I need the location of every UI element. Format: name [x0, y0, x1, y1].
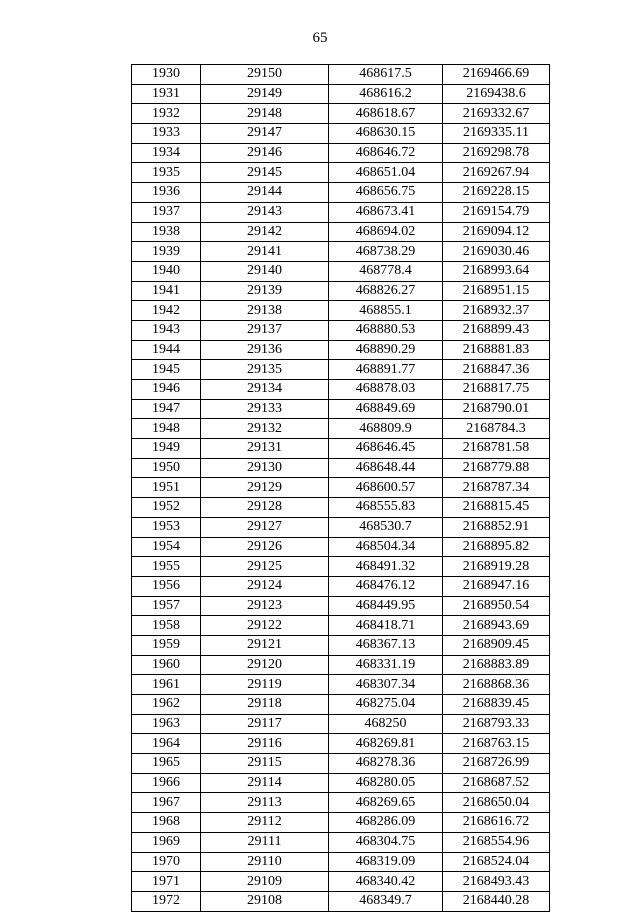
table-row — [132, 143, 550, 163]
x-coordinate-cell: 468278.36 — [329, 754, 443, 774]
x-coordinate-cell: 468673.41 — [329, 202, 443, 222]
code-cell: 29123 — [201, 596, 329, 616]
year-cell: 1936 — [132, 183, 201, 203]
y-coordinate-cell: 2168993.64 — [443, 261, 550, 281]
year-cell: 1954 — [132, 537, 201, 557]
year-cell: 1958 — [132, 616, 201, 636]
table-row — [132, 813, 550, 833]
table-row — [132, 852, 550, 872]
x-coordinate-cell: 468651.04 — [329, 163, 443, 183]
x-coordinate-cell: 468880.53 — [329, 320, 443, 340]
x-coordinate-cell: 468646.45 — [329, 439, 443, 459]
table-row — [132, 340, 550, 360]
code-cell: 29142 — [201, 222, 329, 242]
code-cell: 29113 — [201, 793, 329, 813]
x-coordinate-cell: 468530.7 — [329, 517, 443, 537]
y-coordinate-cell: 2169332.67 — [443, 104, 550, 124]
code-cell: 29109 — [201, 872, 329, 892]
code-cell: 29147 — [201, 124, 329, 144]
x-coordinate-cell: 468890.29 — [329, 340, 443, 360]
table-row — [132, 754, 550, 774]
year-cell: 1965 — [132, 754, 201, 774]
year-cell: 1951 — [132, 478, 201, 498]
x-coordinate-cell: 468367.13 — [329, 635, 443, 655]
x-coordinate-cell: 468304.75 — [329, 832, 443, 852]
table-body — [132, 65, 550, 912]
table-row — [132, 616, 550, 636]
x-coordinate-cell: 468476.12 — [329, 576, 443, 596]
y-coordinate-cell: 2168815.45 — [443, 498, 550, 518]
code-cell: 29128 — [201, 498, 329, 518]
y-coordinate-cell: 2168943.69 — [443, 616, 550, 636]
y-coordinate-cell: 2168839.45 — [443, 695, 550, 715]
x-coordinate-cell: 468340.42 — [329, 872, 443, 892]
y-coordinate-cell: 2168847.36 — [443, 360, 550, 380]
y-coordinate-cell: 2168524.04 — [443, 852, 550, 872]
x-coordinate-cell: 468349.7 — [329, 891, 443, 911]
year-cell: 1966 — [132, 773, 201, 793]
table-row — [132, 537, 550, 557]
y-coordinate-cell: 2169030.46 — [443, 242, 550, 262]
y-coordinate-cell: 2168817.75 — [443, 380, 550, 400]
code-cell: 29144 — [201, 183, 329, 203]
y-coordinate-cell: 2168650.04 — [443, 793, 550, 813]
code-cell: 29150 — [201, 65, 329, 85]
x-coordinate-cell: 468826.27 — [329, 281, 443, 301]
year-cell: 1961 — [132, 675, 201, 695]
y-coordinate-cell: 2168790.01 — [443, 399, 550, 419]
x-coordinate-cell: 468855.1 — [329, 301, 443, 321]
x-coordinate-cell: 468269.81 — [329, 734, 443, 754]
x-coordinate-cell: 468491.32 — [329, 557, 443, 577]
year-cell: 1963 — [132, 714, 201, 734]
x-coordinate-cell: 468418.71 — [329, 616, 443, 636]
y-coordinate-cell: 2168895.82 — [443, 537, 550, 557]
year-cell: 1949 — [132, 439, 201, 459]
code-cell: 29136 — [201, 340, 329, 360]
x-coordinate-cell: 468280.05 — [329, 773, 443, 793]
y-coordinate-cell: 2168763.15 — [443, 734, 550, 754]
table-row — [132, 261, 550, 281]
x-coordinate-cell: 468694.02 — [329, 222, 443, 242]
y-coordinate-cell: 2169094.12 — [443, 222, 550, 242]
y-coordinate-cell: 2169228.15 — [443, 183, 550, 203]
y-coordinate-cell: 2169298.78 — [443, 143, 550, 163]
y-coordinate-cell: 2168919.28 — [443, 557, 550, 577]
code-cell: 29115 — [201, 754, 329, 774]
year-cell: 1968 — [132, 813, 201, 833]
y-coordinate-cell: 2168868.36 — [443, 675, 550, 695]
table-row — [132, 773, 550, 793]
year-cell: 1934 — [132, 143, 201, 163]
y-coordinate-cell: 2168883.89 — [443, 655, 550, 675]
year-cell: 1941 — [132, 281, 201, 301]
year-cell: 1971 — [132, 872, 201, 892]
y-coordinate-cell: 2168779.88 — [443, 458, 550, 478]
x-coordinate-cell: 468618.67 — [329, 104, 443, 124]
code-cell: 29114 — [201, 773, 329, 793]
y-coordinate-cell: 2168932.37 — [443, 301, 550, 321]
code-cell: 29134 — [201, 380, 329, 400]
y-coordinate-cell: 2168781.58 — [443, 439, 550, 459]
year-cell: 1932 — [132, 104, 201, 124]
code-cell: 29129 — [201, 478, 329, 498]
table-row — [132, 222, 550, 242]
table-row — [132, 675, 550, 695]
code-cell: 29108 — [201, 891, 329, 911]
x-coordinate-cell: 468630.15 — [329, 124, 443, 144]
x-coordinate-cell: 468778.4 — [329, 261, 443, 281]
code-cell: 29148 — [201, 104, 329, 124]
x-coordinate-cell: 468600.57 — [329, 478, 443, 498]
table-row — [132, 695, 550, 715]
x-coordinate-cell: 468275.04 — [329, 695, 443, 715]
table-row — [132, 734, 550, 754]
code-cell: 29119 — [201, 675, 329, 695]
code-cell: 29111 — [201, 832, 329, 852]
x-coordinate-cell: 468809.9 — [329, 419, 443, 439]
table-row — [132, 557, 550, 577]
code-cell: 29135 — [201, 360, 329, 380]
table-row — [132, 124, 550, 144]
code-cell: 29120 — [201, 655, 329, 675]
code-cell: 29146 — [201, 143, 329, 163]
x-coordinate-cell: 468319.09 — [329, 852, 443, 872]
table-row — [132, 576, 550, 596]
code-cell: 29140 — [201, 261, 329, 281]
x-coordinate-cell: 468616.2 — [329, 84, 443, 104]
year-cell: 1948 — [132, 419, 201, 439]
code-cell: 29112 — [201, 813, 329, 833]
year-cell: 1959 — [132, 635, 201, 655]
y-coordinate-cell: 2168899.43 — [443, 320, 550, 340]
year-cell: 1952 — [132, 498, 201, 518]
x-coordinate-cell: 468648.44 — [329, 458, 443, 478]
x-coordinate-cell: 468504.34 — [329, 537, 443, 557]
table-row — [132, 65, 550, 85]
year-cell: 1937 — [132, 202, 201, 222]
table-row — [132, 320, 550, 340]
year-cell: 1930 — [132, 65, 201, 85]
y-coordinate-cell: 2168787.34 — [443, 478, 550, 498]
x-coordinate-cell: 468878.03 — [329, 380, 443, 400]
year-cell: 1964 — [132, 734, 201, 754]
table-row — [132, 635, 550, 655]
table-row — [132, 872, 550, 892]
y-coordinate-cell: 2169335.11 — [443, 124, 550, 144]
table-row — [132, 183, 550, 203]
year-cell: 1944 — [132, 340, 201, 360]
code-cell: 29125 — [201, 557, 329, 577]
year-cell: 1931 — [132, 84, 201, 104]
code-cell: 29127 — [201, 517, 329, 537]
table-row — [132, 891, 550, 911]
y-coordinate-cell: 2168493.43 — [443, 872, 550, 892]
table-row — [132, 458, 550, 478]
table-row — [132, 399, 550, 419]
code-cell: 29143 — [201, 202, 329, 222]
year-cell: 1957 — [132, 596, 201, 616]
code-cell: 29137 — [201, 320, 329, 340]
table-row — [132, 242, 550, 262]
year-cell: 1972 — [132, 891, 201, 911]
x-coordinate-cell: 468891.77 — [329, 360, 443, 380]
year-cell: 1947 — [132, 399, 201, 419]
y-coordinate-cell: 2168440.28 — [443, 891, 550, 911]
code-cell: 29132 — [201, 419, 329, 439]
code-cell: 29141 — [201, 242, 329, 262]
x-coordinate-cell: 468555.83 — [329, 498, 443, 518]
table-row — [132, 655, 550, 675]
year-cell: 1940 — [132, 261, 201, 281]
year-cell: 1942 — [132, 301, 201, 321]
y-coordinate-cell: 2168784.3 — [443, 419, 550, 439]
year-cell: 1938 — [132, 222, 201, 242]
y-coordinate-cell: 2168909.45 — [443, 635, 550, 655]
code-cell: 29117 — [201, 714, 329, 734]
y-coordinate-cell: 2169154.79 — [443, 202, 550, 222]
x-coordinate-cell: 468250 — [329, 714, 443, 734]
x-coordinate-cell: 468286.09 — [329, 813, 443, 833]
year-cell: 1955 — [132, 557, 201, 577]
x-coordinate-cell: 468331.19 — [329, 655, 443, 675]
y-coordinate-cell: 2169438.6 — [443, 84, 550, 104]
x-coordinate-cell: 468307.34 — [329, 675, 443, 695]
year-cell: 1946 — [132, 380, 201, 400]
code-cell: 29133 — [201, 399, 329, 419]
x-coordinate-cell: 468656.75 — [329, 183, 443, 203]
y-coordinate-cell: 2168554.96 — [443, 832, 550, 852]
table-row — [132, 84, 550, 104]
y-coordinate-cell: 2169267.94 — [443, 163, 550, 183]
coordinates-table — [131, 64, 550, 912]
y-coordinate-cell: 2168726.99 — [443, 754, 550, 774]
x-coordinate-cell: 468849.69 — [329, 399, 443, 419]
table-row — [132, 380, 550, 400]
year-cell: 1956 — [132, 576, 201, 596]
code-cell: 29116 — [201, 734, 329, 754]
y-coordinate-cell: 2168687.52 — [443, 773, 550, 793]
table-row — [132, 163, 550, 183]
y-coordinate-cell: 2168951.15 — [443, 281, 550, 301]
table-row — [132, 714, 550, 734]
code-cell: 29149 — [201, 84, 329, 104]
table-row — [132, 517, 550, 537]
x-coordinate-cell: 468646.72 — [329, 143, 443, 163]
year-cell: 1969 — [132, 832, 201, 852]
code-cell: 29130 — [201, 458, 329, 478]
table-row — [132, 104, 550, 124]
table-row — [132, 793, 550, 813]
code-cell: 29145 — [201, 163, 329, 183]
year-cell: 1943 — [132, 320, 201, 340]
page-number: 65 — [312, 30, 328, 46]
year-cell: 1962 — [132, 695, 201, 715]
table-row — [132, 360, 550, 380]
code-cell: 29121 — [201, 635, 329, 655]
table-row — [132, 439, 550, 459]
table-row — [132, 832, 550, 852]
table-row — [132, 301, 550, 321]
y-coordinate-cell: 2168616.72 — [443, 813, 550, 833]
code-cell: 29110 — [201, 852, 329, 872]
year-cell: 1939 — [132, 242, 201, 262]
year-cell: 1945 — [132, 360, 201, 380]
y-coordinate-cell: 2169466.69 — [443, 65, 550, 85]
code-cell: 29122 — [201, 616, 329, 636]
code-cell: 29124 — [201, 576, 329, 596]
year-cell: 1970 — [132, 852, 201, 872]
code-cell: 29126 — [201, 537, 329, 557]
table-row — [132, 478, 550, 498]
year-cell: 1950 — [132, 458, 201, 478]
year-cell: 1960 — [132, 655, 201, 675]
year-cell: 1933 — [132, 124, 201, 144]
table-row — [132, 281, 550, 301]
table-row — [132, 498, 550, 518]
x-coordinate-cell: 468269.65 — [329, 793, 443, 813]
y-coordinate-cell: 2168852.91 — [443, 517, 550, 537]
y-coordinate-cell: 2168793.33 — [443, 714, 550, 734]
code-cell: 29139 — [201, 281, 329, 301]
code-cell: 29138 — [201, 301, 329, 321]
year-cell: 1967 — [132, 793, 201, 813]
table-row — [132, 202, 550, 222]
code-cell: 29131 — [201, 439, 329, 459]
table-row — [132, 419, 550, 439]
x-coordinate-cell: 468617.5 — [329, 65, 443, 85]
y-coordinate-cell: 2168950.54 — [443, 596, 550, 616]
code-cell: 29118 — [201, 695, 329, 715]
year-cell: 1953 — [132, 517, 201, 537]
x-coordinate-cell: 468738.29 — [329, 242, 443, 262]
x-coordinate-cell: 468449.95 — [329, 596, 443, 616]
y-coordinate-cell: 2168947.16 — [443, 576, 550, 596]
year-cell: 1935 — [132, 163, 201, 183]
table-row — [132, 596, 550, 616]
y-coordinate-cell: 2168881.83 — [443, 340, 550, 360]
